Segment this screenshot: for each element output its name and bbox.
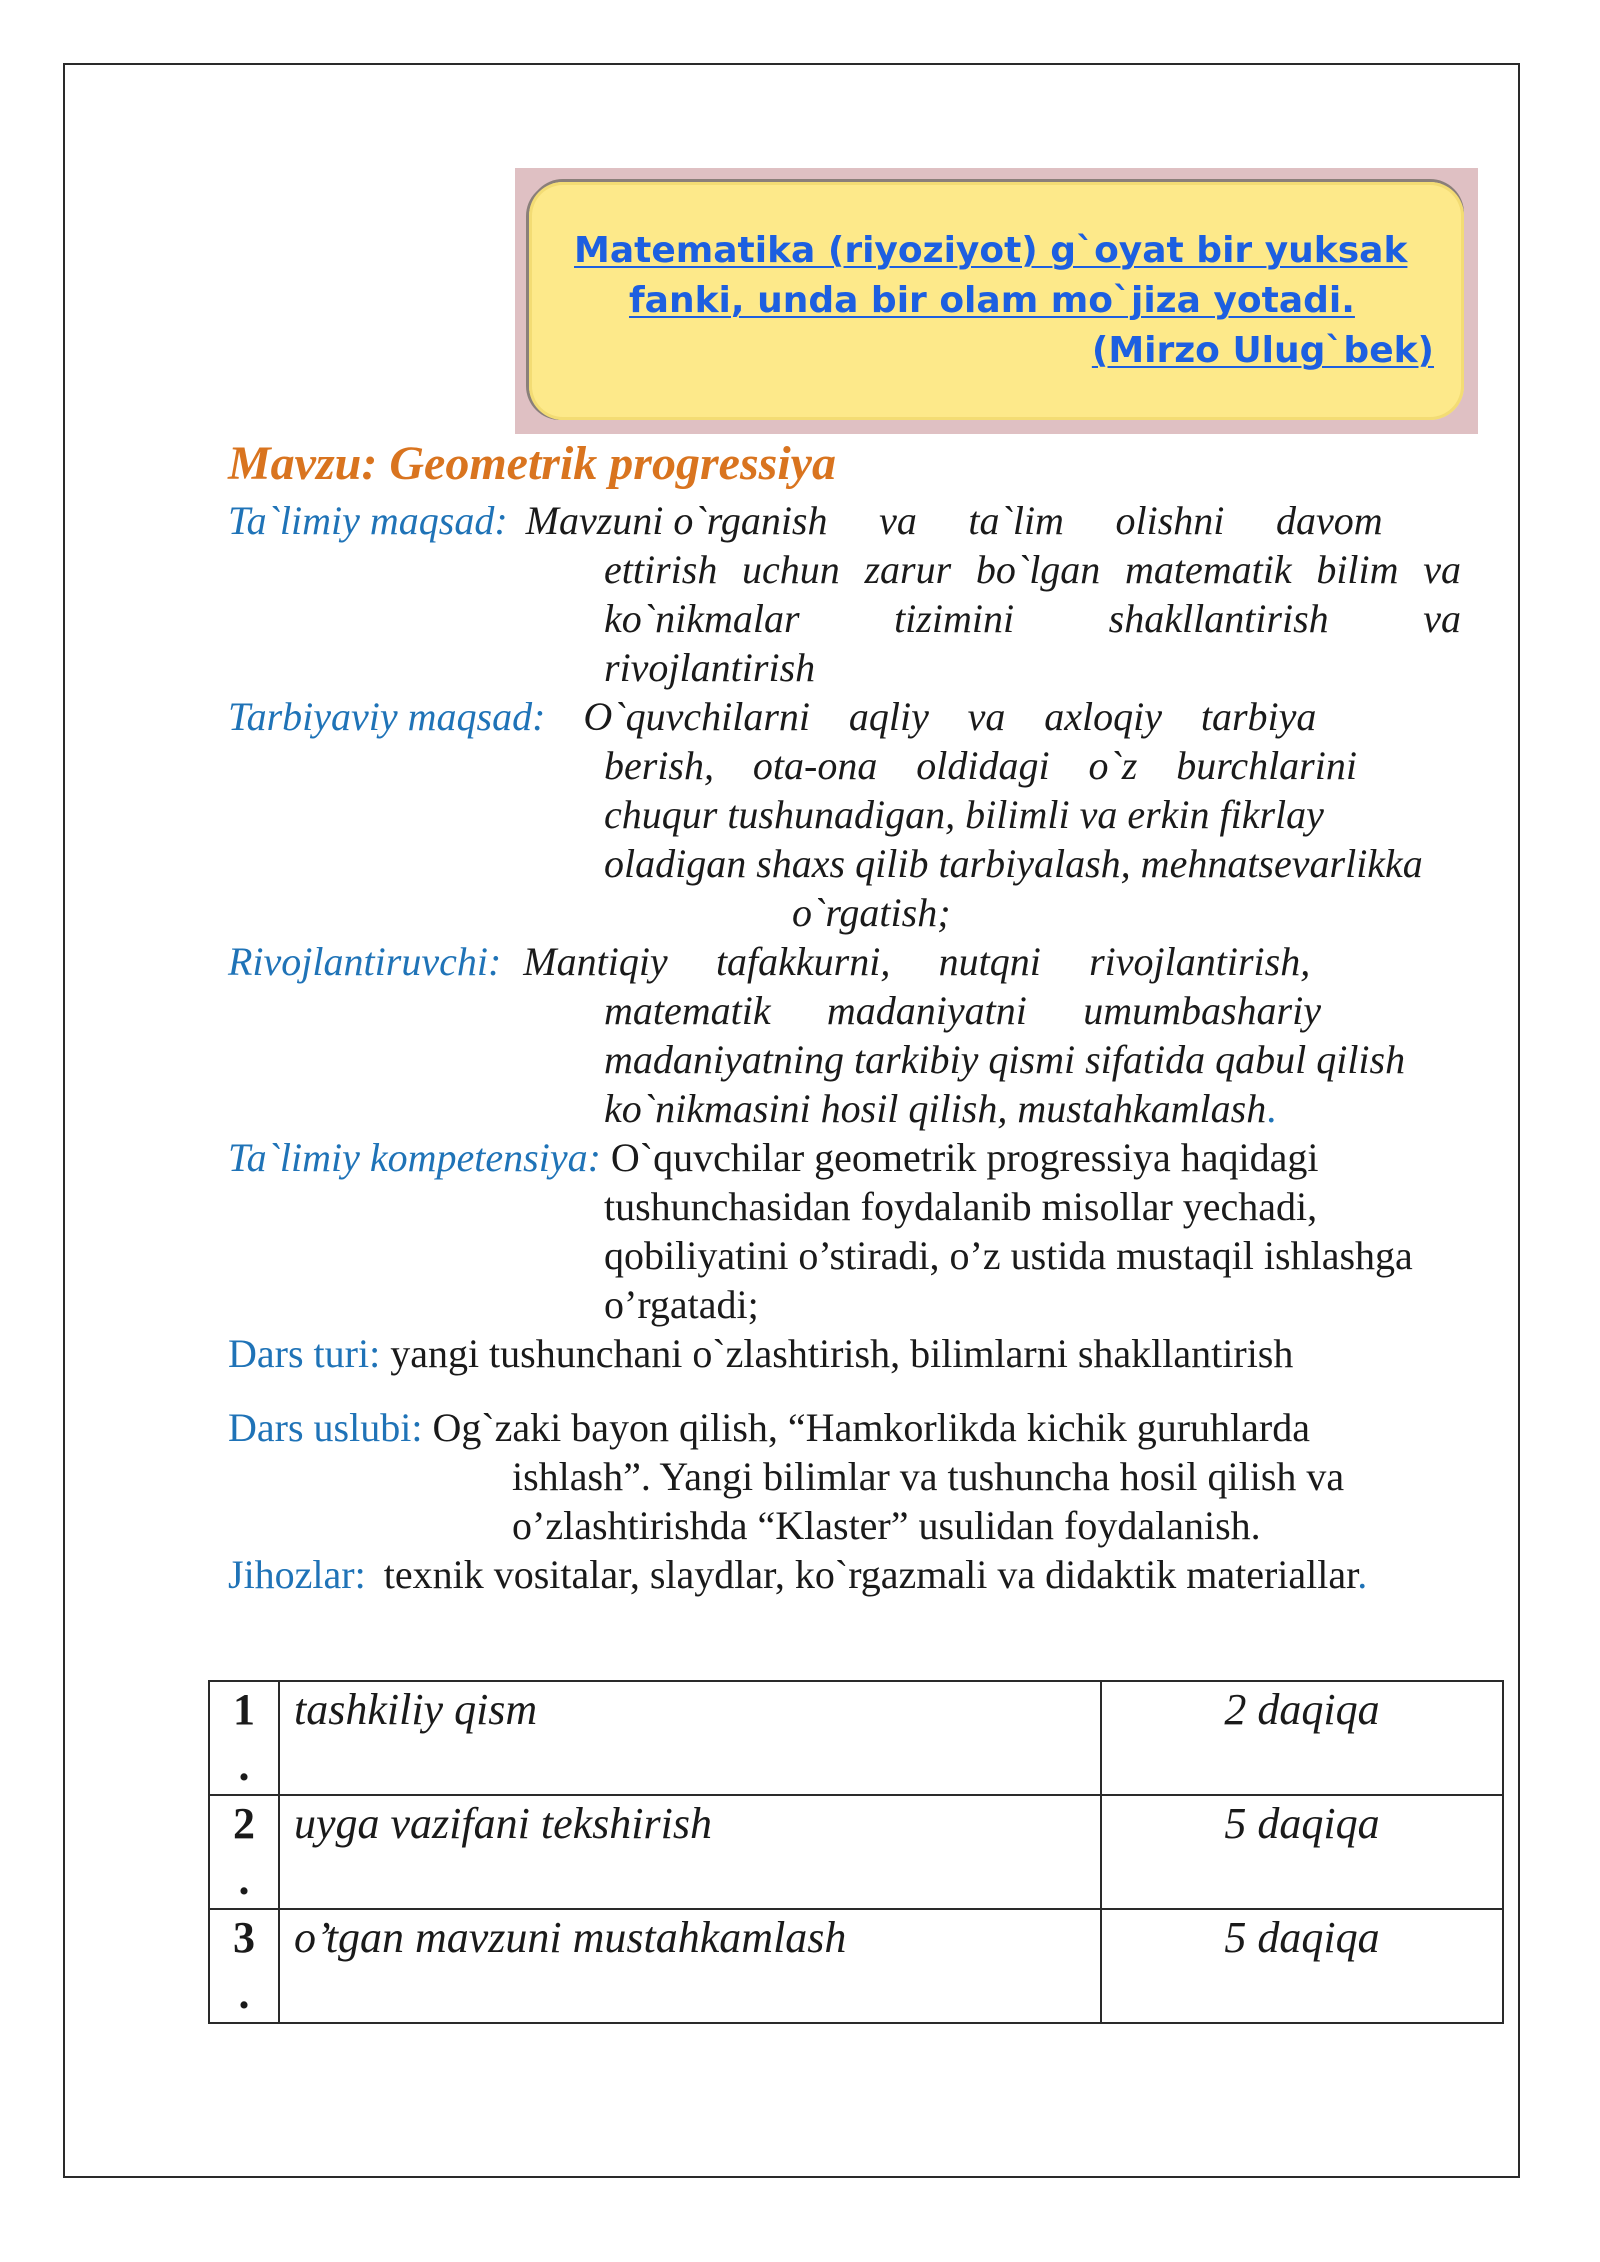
text-word: Mavzuni o`rganish xyxy=(525,498,828,543)
tarbiyaviy-label: Tarbiyaviy maqsad: xyxy=(228,694,546,739)
text-word: ota-ona xyxy=(752,743,878,788)
dars-uslubi-label: Dars uslubi: xyxy=(228,1405,423,1450)
text-run: yangi tushunchani o`zlashtirish, bilimlarni shakllantirish xyxy=(390,1331,1294,1376)
text-word: ettirish xyxy=(604,547,718,592)
step-time: 5 daqiqa xyxy=(1101,1795,1503,1909)
rivoj-label: Rivojlantiruvchi: xyxy=(228,939,502,984)
text-word: bo`lgan xyxy=(975,547,1101,592)
text-run: O`quvchilar geometrik progressiya haqidagi xyxy=(610,1135,1319,1180)
text-word: berish, xyxy=(604,743,714,788)
text-word: va xyxy=(879,498,917,543)
rivoj-line-2 xyxy=(604,986,1321,1035)
quote-author: (Mirzo Ulug`bek) xyxy=(1091,330,1434,371)
rivoj-line-3: madaniyatning tarkibiy qismi sifatida qabul qilish xyxy=(604,1037,1406,1082)
step-dot: . xyxy=(238,1741,250,1790)
talimiy-line-3 xyxy=(604,594,1461,643)
text-word: uchun xyxy=(742,547,840,592)
talimiy-label: Ta`limiy maqsad: xyxy=(228,498,508,543)
step-time: 2 daqiqa xyxy=(1101,1681,1503,1795)
rivoj-line-4 xyxy=(604,1084,1276,1133)
text-run: texnik vositalar, slaydlar, ko`rgazmali va didaktik materiallar xyxy=(383,1552,1358,1597)
step-dot: . xyxy=(238,1969,250,2018)
step-digit: 1 xyxy=(233,1685,255,1734)
period-mark: . xyxy=(1266,1086,1277,1131)
kompetensiya-line-2: tushunchasidan foydalanib misollar yechadi, xyxy=(604,1184,1318,1229)
table-row xyxy=(209,1681,1503,1795)
quote-line-1: Matematika (riyoziyot) g`oyat bir yuksak xyxy=(574,230,1408,271)
jihozlar-label: Jihozlar: xyxy=(228,1552,366,1597)
step-number xyxy=(209,1909,279,2023)
kompetensiya-first-line xyxy=(228,1133,1318,1182)
text-word: o`z xyxy=(1088,743,1138,788)
dars-turi-line xyxy=(228,1329,1293,1378)
step-number xyxy=(209,1681,279,1795)
text-word: aqliy xyxy=(848,694,929,739)
text-run: Og`zaki bayon qilish, “Hamkorlikda kichik guruhlarda xyxy=(432,1405,1310,1450)
quote-banner xyxy=(515,168,1478,434)
text-word: ko`nikmalar xyxy=(604,596,800,641)
text-word: O`quvchilarni xyxy=(583,694,811,739)
text-word: va xyxy=(967,694,1006,739)
tarbiyaviy-line-2 xyxy=(604,741,1357,790)
kompetensiya-line-3: qobiliyatini o’stiradi, o’z ustida mustaqil ishlashga xyxy=(604,1233,1413,1278)
text-word: axloqiy xyxy=(1044,694,1162,739)
talimiy-first-line xyxy=(228,496,1383,545)
step-dot: . xyxy=(238,1855,250,1904)
text-word: ta`lim xyxy=(968,498,1064,543)
lesson-plan-table xyxy=(208,1680,1504,2024)
rivoj-first-line xyxy=(228,937,1310,986)
jihozlar-line xyxy=(228,1550,1367,1599)
kompetensiya-label: Ta`limiy kompetensiya: xyxy=(228,1135,601,1180)
step-task: uyga vazifani tekshirish xyxy=(279,1795,1101,1909)
step-time: 5 daqiqa xyxy=(1101,1909,1503,2023)
text-word: matematik xyxy=(1125,547,1292,592)
quote-line-2: fanki, unda bir olam mo`jiza yotadi. xyxy=(629,280,1355,321)
text-word: oldidagi xyxy=(916,743,1050,788)
tarbiyaviy-line-5: o`rgatish; xyxy=(792,890,951,935)
step-digit: 3 xyxy=(233,1913,255,1962)
period-mark: . xyxy=(1357,1552,1368,1597)
talimiy-line-2 xyxy=(604,545,1461,594)
text-word: burchlarini xyxy=(1176,743,1357,788)
lesson-title: Mavzu: Geometrik progressiya xyxy=(228,437,836,490)
text-word: tizimini xyxy=(894,596,1015,641)
text-word: nutqni xyxy=(938,939,1041,984)
tarbiyaviy-line-4: oladigan shaxs qilib tarbiyalash, mehnatsevarlikka xyxy=(604,841,1423,886)
text-word: Mantiqiy xyxy=(523,939,668,984)
kompetensiya-line-4: o’rgatadi; xyxy=(604,1282,759,1327)
text-word: shakllantirish xyxy=(1108,596,1329,641)
text-word: tarbiya xyxy=(1200,694,1317,739)
text-word: rivojlantirish, xyxy=(1089,939,1311,984)
text-word: zarur xyxy=(864,547,952,592)
text-word: davom xyxy=(1275,498,1383,543)
talimiy-line-4: rivojlantirish xyxy=(604,645,816,690)
tarbiyaviy-line-3: chuqur tushunadigan, bilimli va erkin fikrlay xyxy=(604,792,1324,837)
text-word: va xyxy=(1423,596,1461,641)
tarbiyaviy-first-line xyxy=(228,692,1316,741)
step-task: o’tgan mavzuni mustahkamlash xyxy=(279,1909,1101,2023)
text-word: bilim xyxy=(1316,547,1399,592)
dars-uslubi-line-3: o’zlashtirishda “Klaster” usulidan foydalanish. xyxy=(512,1503,1261,1548)
dars-uslubi-line-2: ishlash”. Yangi bilimlar va tushuncha hosil qilish va xyxy=(512,1454,1345,1499)
text-word: olishni xyxy=(1115,498,1225,543)
table-row xyxy=(209,1909,1503,2023)
text-word: umumbashariy xyxy=(1083,988,1321,1033)
step-number xyxy=(209,1795,279,1909)
text-word: madaniyatni xyxy=(826,988,1027,1033)
step-task: tashkiliy qism xyxy=(279,1681,1101,1795)
dars-turi-label: Dars turi: xyxy=(228,1331,381,1376)
text-run: ko`nikmasini hosil qilish, mustahkamlash xyxy=(604,1086,1267,1131)
text-word: tafakkurni, xyxy=(715,939,891,984)
text-word: va xyxy=(1423,547,1461,592)
step-digit: 2 xyxy=(233,1799,255,1848)
text-word: matematik xyxy=(604,988,771,1033)
quote-box xyxy=(529,182,1464,420)
dars-uslubi-first-line xyxy=(228,1403,1310,1452)
table-row xyxy=(209,1795,1503,1909)
